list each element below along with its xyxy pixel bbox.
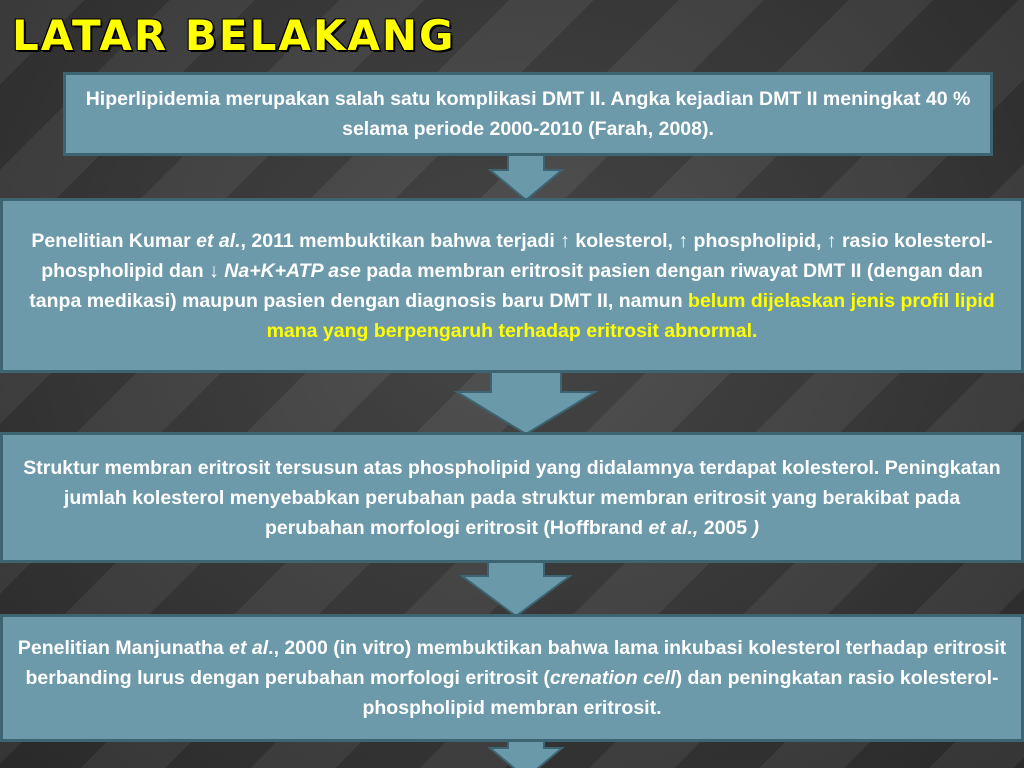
flow-box-2-text bbox=[13, 226, 1011, 346]
flow-box-4-text bbox=[13, 633, 1011, 723]
box-2-italic-etal: et al. bbox=[196, 229, 241, 252]
box-2-text-part: pada membran eritrosit pasien dengan riwayat DMT II (dengan dan tanpa medikasi) maupun pasien dengan diagnosis baru DMT II, namun bbox=[29, 259, 983, 312]
flow-arrow-1 bbox=[486, 152, 566, 202]
flow-arrow-3 bbox=[458, 558, 574, 618]
box-1-text-part: Hiperlipidemia merupakan salah satu komplikasi DMT II. Angka kejadian DMT II meningkat 40 % selama periode 2000-2010 (Farah, 2008). bbox=[85, 88, 971, 140]
flow-arrow-4 bbox=[486, 738, 566, 768]
flow-box-4 bbox=[0, 614, 1024, 742]
flow-box-1-text bbox=[76, 84, 980, 144]
box-3-text-part: Struktur membran eritrosit tersusun atas phospholipid yang didalamnya terdapat kolesterol. Peningkatan jumlah kolesterol menyebabkan perubahan pada struktur membran eritrosit yang berakibat pada perubahan morfologi eritrosit (Hoffbrand bbox=[23, 456, 1001, 539]
box-4-text-part: ) dan peningkatan rasio kolesterol-phospholipid membran eritrosit. bbox=[362, 667, 999, 719]
box-3-italic-paren: ) bbox=[752, 516, 760, 539]
box-2-highlight: belum dijelaskan jenis profil lipid mana yang berpengaruh terhadap eritrosit abnormal. bbox=[266, 289, 995, 342]
flow-arrow-2 bbox=[453, 370, 599, 436]
box-4-italic-etal: et al bbox=[229, 637, 269, 659]
box-4-text-part: ., 2000 (in vitro) membuktikan bahwa lama inkubasi kolesterol terhadap eritrosit berbanding lurus dengan perubahan morfologi eritrosit ( bbox=[25, 637, 1007, 689]
flow-box-1 bbox=[63, 72, 993, 156]
box-2-text-part: Penelitian Kumar bbox=[31, 229, 197, 252]
slide-title: LATAR BELAKANG bbox=[12, 11, 456, 60]
box-4-text-part: Penelitian Manjunatha bbox=[17, 637, 230, 659]
box-3-italic-etal: et al., bbox=[648, 516, 699, 539]
flow-box-2 bbox=[0, 198, 1024, 373]
box-4-italic-term: crenation cell bbox=[549, 667, 676, 689]
flow-box-3 bbox=[0, 432, 1024, 563]
box-2-italic-enzyme: Na+K+ATP ase bbox=[224, 259, 361, 282]
box-3-text-part: 2005 bbox=[698, 516, 753, 539]
box-2-text-part: , 2011 membuktikan bahwa terjadi ↑ kolesterol, ↑ phospholipid, ↑ rasio kolesterol-phospholipid dan ↓ bbox=[41, 229, 993, 282]
flow-box-3-text bbox=[13, 453, 1011, 543]
